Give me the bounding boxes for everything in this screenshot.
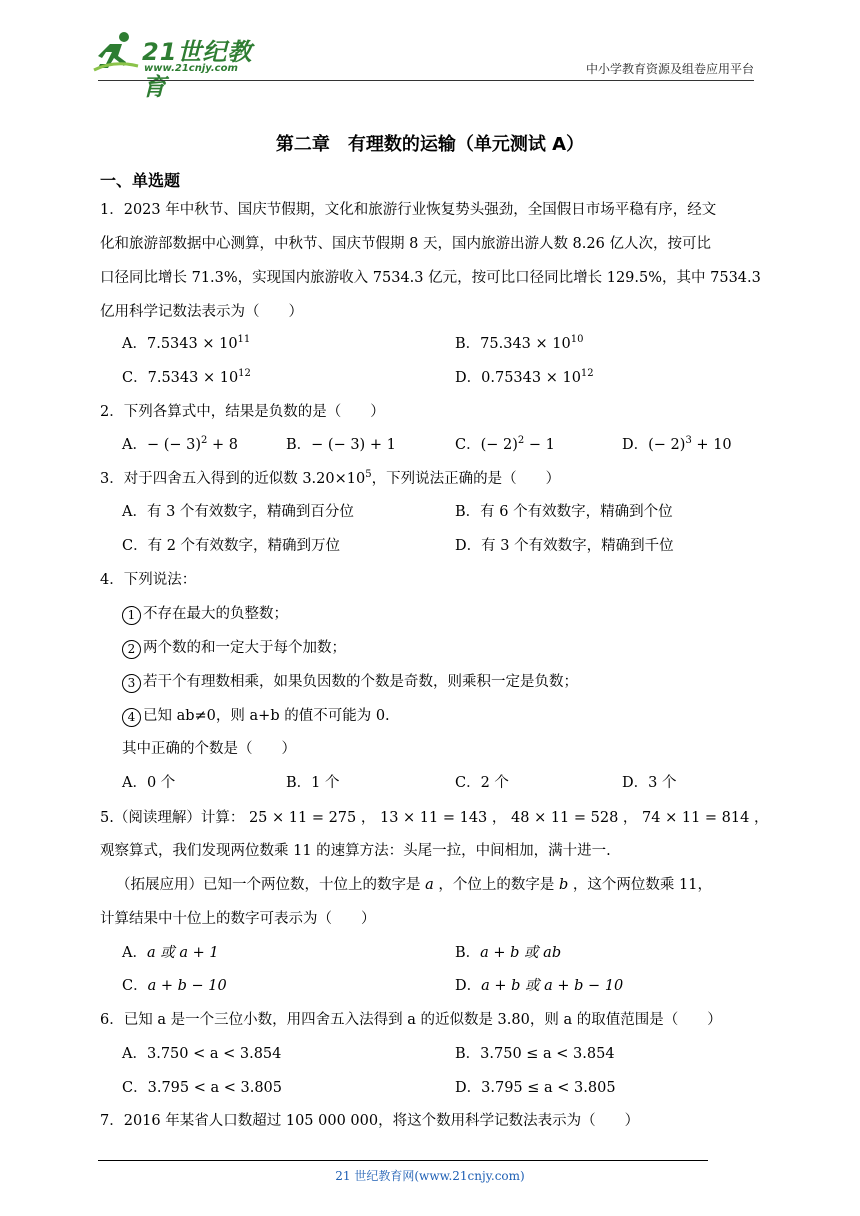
logo-url: www.21cnjy.com xyxy=(144,63,238,74)
q3-option-c[interactable]: C．有 2 个有效数字，精确到万位 xyxy=(122,538,341,554)
q6-option-c[interactable]: C．3.795 < a < 3.805 xyxy=(122,1080,283,1096)
q6-stem: 6．已知 a 是一个三位小数，用四舍五入法得到 a 的近似数是 3.80，则 a 的取值范围是（ ） xyxy=(100,1012,722,1028)
q1-option-c[interactable]: C．$7.5343 \times 10^{12}$ xyxy=(122,368,251,386)
q1-line-1: 1．2023 年中秋节、国庆节假期，文化和旅游行业恢复势头强劲，全国假日市场平稳有序，经文 xyxy=(100,202,717,218)
q1-line-4: 亿用科学记数法表示为（ ） xyxy=(100,304,303,320)
q5-option-b[interactable]: B．a + b 或 ab xyxy=(455,945,562,961)
logo-text: 21世纪教育 xyxy=(142,38,253,101)
q5-option-d[interactable]: D．a + b 或 a + b − 10 xyxy=(455,978,624,994)
q1-option-d[interactable]: D．$0.75343 \times 10^{12}$ xyxy=(455,368,594,386)
circled-number: 1 xyxy=(122,606,141,625)
q4-item-2: 2 两个数的和一定大于每个加数； xyxy=(122,636,346,659)
page-header xyxy=(0,0,860,101)
q4-ask: 其中正确的个数是（ ） xyxy=(122,741,296,757)
q4-item-1: 1 不存在最大的负整数； xyxy=(122,602,288,625)
header-divider xyxy=(98,80,754,81)
q3-option-b[interactable]: B．有 6 个有效数字，精确到个位 xyxy=(455,504,673,520)
q4-option-a[interactable]: A．0 个 xyxy=(122,775,176,791)
platform-name: 中小学教育资源及组卷应用平台 xyxy=(585,62,754,76)
q1-option-b[interactable]: B．$75.343 \times 10^{10}$ xyxy=(455,334,584,352)
q1-line-2: 化和旅游部数据中心测算，中秋节、国庆节假期 8 天，国内旅游出游人数 8.26 亿人次，按可比 xyxy=(100,236,711,252)
variable-a: a xyxy=(425,877,434,893)
footer-link[interactable]: 21 世纪教育网(www.21cnjy.com) xyxy=(335,1169,525,1183)
q2-option-d[interactable]: D．(− 2)$^3$ + 10 xyxy=(622,435,732,453)
site-logo xyxy=(92,30,272,101)
q3-option-a[interactable]: A．有 3 个有效数字，精确到百分位 xyxy=(122,504,354,520)
circled-number: 2 xyxy=(122,640,141,659)
q5-option-c[interactable]: C．a + b − 10 xyxy=(122,978,227,994)
q4-option-b[interactable]: B．1 个 xyxy=(286,775,340,791)
q5-line-4: 计算结果中十位上的数字可表示为（ ） xyxy=(100,911,376,927)
variable-b: b xyxy=(558,877,569,893)
q4-option-c[interactable]: C．2 个 xyxy=(455,775,509,791)
q6-option-d[interactable]: D．3.795 ≤ a < 3.805 xyxy=(455,1080,616,1096)
q5-line-3: （拓展应用）已知一个两位数，十位上的数字是 a ，个位上的数字是 b ，这个两位数乘 11， xyxy=(116,877,712,893)
q6-option-b[interactable]: B．3.750 ≤ a < 3.854 xyxy=(455,1046,615,1062)
q6-option-a[interactable]: A．3.750 < a < 3.854 xyxy=(122,1046,282,1062)
footer-divider xyxy=(98,1160,708,1161)
q3-stem: 3．对于四舍五入得到的近似数 $3.20\times 10^5$，下列说法正确的是（ ） xyxy=(100,469,561,487)
runner-logo-icon xyxy=(92,30,140,76)
q5-line-1: 5.（阅读理解）计算： 25 × 11 = 275 ， 13 × 11 = 143 ， 48 × 11 = 528 ， 74 × 11 = 814 ， xyxy=(100,810,769,826)
circled-number: 3 xyxy=(122,674,141,693)
q4-stem: 4．下列说法： xyxy=(100,572,197,588)
q4-item-4: 4 已知 ab≠0，则 a+b 的值不可能为 0. xyxy=(122,704,390,727)
circled-number: 4 xyxy=(122,708,141,727)
q7-stem: 7．2016 年某省人口数超过 105 000 000，将这个数用科学记数法表示为（ ） xyxy=(100,1113,640,1129)
page-title: 第二章 有理数的运输（单元测试 A） xyxy=(275,134,585,155)
q4-option-d[interactable]: D．3 个 xyxy=(622,775,677,791)
q3-option-d[interactable]: D．有 3 个有效数字，精确到千位 xyxy=(455,538,674,554)
q2-option-b[interactable]: B．− (− 3) + 1 xyxy=(286,437,396,453)
q2-stem: 2．下列各算式中，结果是负数的是（ ） xyxy=(100,404,385,420)
q4-item-3: 3 若干个有理数相乘，如果负因数的个数是奇数，则乘积一定是负数； xyxy=(122,670,578,693)
q2-option-c[interactable]: C．(− 2)$^2$ − 1 xyxy=(455,435,555,453)
q5-option-a[interactable]: A．a 或 a + 1 xyxy=(122,945,219,961)
q1-line-3: 口径同比增长 71.3%，实现国内旅游收入 7534.3 亿元，按可比口径同比增长 129.5%，其中 7534.3 xyxy=(100,270,761,286)
q1-option-a[interactable]: A．$7.5343 \times 10^{11}$ xyxy=(122,334,251,352)
section-heading: 一、单选题 xyxy=(100,171,181,190)
q2-option-a[interactable]: A．− (− 3)$^2$ + 8 xyxy=(122,435,239,453)
q5-line-2: 观察算式，我们发现两位数乘 11 的速算方法：头尾一拉，中间相加，满十进一. xyxy=(100,843,611,859)
